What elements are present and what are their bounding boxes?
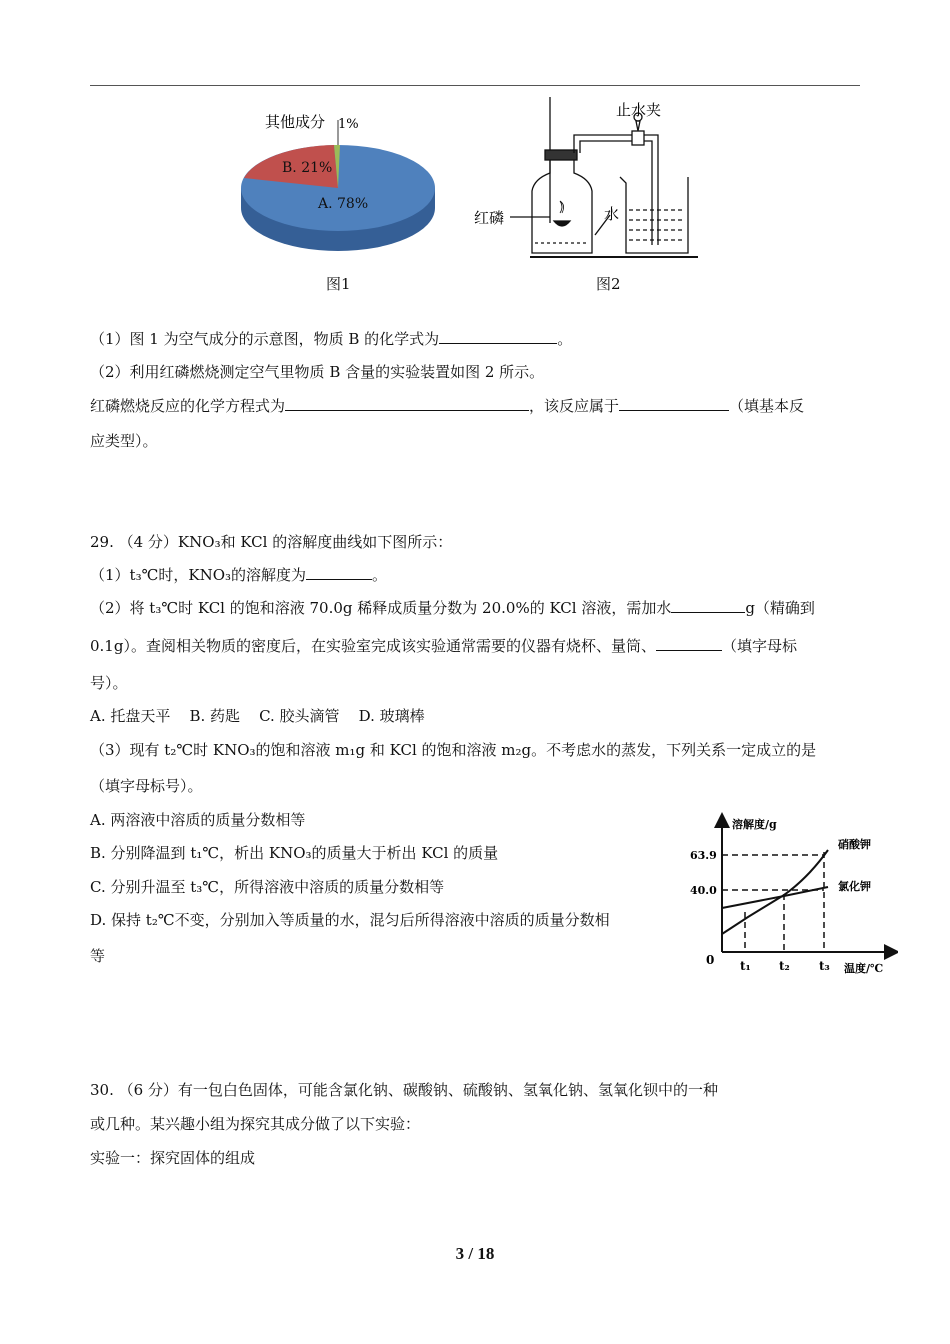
phosphorus-label: 红磷 — [474, 209, 505, 227]
q29-part3: （3）现有 t₂℃时 KNO₃的饱和溶液 m₁g 和 KCl 的饱和溶液 m₂g。不考虑水的蒸发，下列关系一定成立的是 — [90, 741, 817, 759]
pie-label-other-pct: 1% — [338, 117, 359, 132]
water-label: 水 — [604, 205, 620, 223]
solubility-graph — [688, 812, 898, 980]
q29-part3-end: （填字母标号）。 — [90, 777, 203, 795]
pie-label-other: 其他成分 — [265, 113, 326, 131]
q29-option-a: A. 两溶液中溶质的质量分数相等 — [90, 811, 306, 829]
graph-t1: t₁ — [740, 959, 751, 973]
q29-options: A. 托盘天平 B. 药匙 C. 胶头滴管 D. 玻璃棒 — [90, 707, 425, 725]
graph-y1: 63.9 — [690, 849, 717, 862]
figure1-pie-chart — [230, 100, 450, 270]
legend-kno3: 硝酸钾 — [838, 838, 871, 851]
q29-title: 29. （4 分）KNO₃和 KCl 的溶解度曲线如下图所示： — [90, 533, 453, 551]
graph-xlabel: 温度/℃ — [844, 962, 884, 975]
q29-option-d: D. 保持 t₂℃不变，分别加入等质量的水，混匀后所得溶液中溶质的质量分数相 — [90, 911, 610, 929]
q29-part1: （1）t₃℃时，KNO₃的溶解度为 。 — [90, 566, 388, 584]
kno3-curve — [722, 850, 828, 934]
page-number: 3 / 18 — [455, 1244, 495, 1263]
q28-line3: 红磷燃烧反应的化学方程式为 ，该反应属于 （填基本反 — [90, 397, 805, 415]
q28-line2: （2）利用红磷燃烧测定空气里物质 B 含量的实验装置如图 2 所示。 — [90, 363, 545, 381]
q30-line2: 或几种。某兴趣小组为探究其成分做了以下实验： — [90, 1115, 421, 1133]
q30-line1: 30. （6 分）有一包白色固体，可能含氯化钠、碳酸钠、硫酸钠、氢氧化钠、氢氧化钡中的一种 — [90, 1081, 718, 1099]
q28-line4: 应类型）。 — [90, 432, 158, 450]
graph-ylabel: 溶解度/g — [732, 818, 777, 831]
graph-t3: t₃ — [819, 959, 830, 973]
q29-option-c: C. 分别升温至 t₃℃，所得溶液中溶质的质量分数相等 — [90, 878, 445, 896]
clamp-label: 止水夹 — [616, 101, 662, 119]
q30-line3: 实验一：探究固体的组成 — [90, 1149, 256, 1167]
q28-line1: （1）图 1 为空气成分的示意图，物质 B 的化学式为 。 — [90, 330, 573, 348]
graph-t2: t₂ — [779, 959, 790, 973]
q29-option-b: B. 分别降温到 t₁℃，析出 KNO₃的质量大于析出 KCl 的质量 — [90, 844, 499, 862]
pie-label-b: B. 21% — [282, 160, 333, 176]
pie-label-a: A. 78% — [318, 196, 369, 212]
q29-part2-cont: 0.1g）。查阅相关物质的密度后，在实验室完成该实验通常需要的仪器有烧杯、量筒、 （填字母标 — [90, 637, 797, 655]
q29-part2-end: 号）。 — [90, 674, 128, 692]
legend-kcl: 氯化钾 — [838, 880, 871, 893]
q29-part2: （2）将 t₃℃时 KCl 的饱和溶液 70.0g 稀释成质量分数为 20.0%的 KCl 溶液，需加水 g（精确到 — [90, 599, 815, 617]
figure2-apparatus — [470, 95, 710, 265]
figure2-caption: 图2 — [596, 275, 621, 293]
graph-y2: 40.0 — [690, 884, 717, 897]
figure1-caption: 图1 — [326, 275, 351, 293]
graph-origin: 0 — [706, 953, 715, 967]
q29-option-d-end: 等 — [90, 947, 106, 965]
header-rule — [90, 85, 860, 86]
